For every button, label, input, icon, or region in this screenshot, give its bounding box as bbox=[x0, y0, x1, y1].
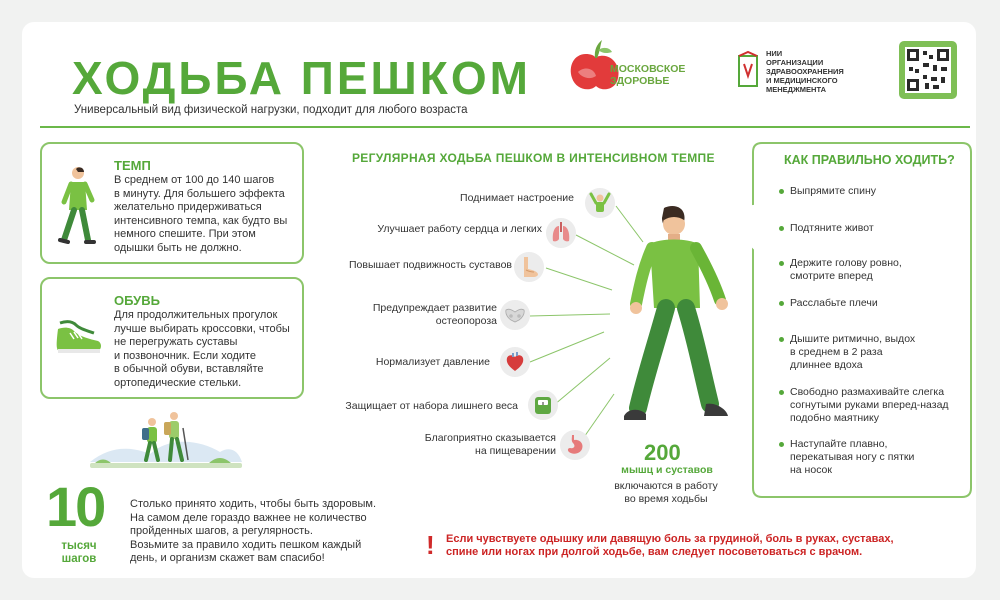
benefit-osteoporosis: Предупреждает развитие остеопороза bbox=[372, 302, 497, 327]
heart-icon bbox=[500, 347, 530, 377]
steps-number-label: тысяч шагов bbox=[61, 540, 97, 565]
howto-item-6: Свободно размахивайте слегка согнутыми руками вперед-назад подобно маятнику bbox=[790, 386, 949, 424]
howto-item-4: Расслабьте плечи bbox=[790, 297, 878, 309]
howto-bullet bbox=[779, 261, 784, 266]
howto-item-7: Наступайте плавно, перекатывая ногу с пятки на носок bbox=[790, 438, 915, 476]
connector-osteoporosis bbox=[530, 314, 610, 316]
benefit-pressure: Нормализует давление bbox=[375, 356, 490, 368]
shoes-box bbox=[40, 277, 304, 399]
nii-logo bbox=[738, 50, 758, 90]
qr-code[interactable] bbox=[899, 41, 957, 99]
benefit-weight: Защищает от набора лишнего веса bbox=[345, 400, 518, 412]
howto-item-2: Подтяните живот bbox=[790, 222, 874, 234]
lungs-icon bbox=[546, 218, 576, 248]
shoes-title: ОБУВЬ bbox=[114, 293, 160, 308]
howto-bullet bbox=[779, 390, 784, 395]
steps-number: 10 bbox=[46, 475, 105, 538]
muscles-note: включаются в работу во время ходьбы bbox=[614, 480, 718, 505]
howto-item-1: Выпрямите спину bbox=[790, 185, 877, 197]
steps-description: Столько принято ходить, чтобы быть здоровым. На самом деле гораздо важнее не количество пройденных шагов, а регулярность. Возьмите за правило ходить пешком каждый день, и организм скажет вам спасибо! bbox=[130, 498, 377, 564]
center-heading: РЕГУЛЯРНАЯ ХОДЬБА ПЕШКОМ В ИНТЕНСИВНОМ ТЕМПЕ bbox=[352, 151, 715, 165]
tempo-box bbox=[40, 142, 304, 264]
howto-item-3: Держите голову ровно, смотрите вперед bbox=[790, 257, 902, 282]
howto-bullet bbox=[779, 442, 784, 447]
walking-man-icon bbox=[56, 166, 98, 248]
howto-bullet bbox=[779, 226, 784, 231]
tempo-text: В среднем от 100 до 140 шагов в минуту. Для большего эффекта желательно придерживаться интенсивного темпа, как будто вы немного спешите. При этом одышки быть не должно. bbox=[114, 174, 288, 254]
hikers-illustration bbox=[90, 406, 242, 470]
connector-joints bbox=[546, 268, 612, 290]
stomach-icon bbox=[560, 430, 590, 460]
tempo-title: ТЕМП bbox=[114, 158, 151, 173]
connector-weight bbox=[554, 358, 610, 405]
howto-title: КАК ПРАВИЛЬНО ХОДИТЬ? bbox=[784, 153, 955, 167]
walking-man-illustration bbox=[606, 204, 736, 426]
pelvis-bone-icon bbox=[500, 300, 530, 330]
howto-bullet bbox=[779, 189, 784, 194]
infographic-card bbox=[22, 22, 976, 578]
shoes-text: Для продолжительных прогулок лучше выбирать кроссовки, чтобы не перегружать суставы и позвоночник. Если ходите в обычной обуви, вставляйте ортопедические стельки. bbox=[114, 309, 290, 389]
page-title: ХОДЬБА ПЕШКОМ bbox=[72, 52, 531, 104]
warning-text: Если чувствуете одышку или давящую боль за грудиной, боль в руках, суставах, спине или ногах при долгой ходьбе, вам следует посоветоваться с врачом. bbox=[446, 533, 894, 558]
sneaker-icon bbox=[54, 319, 104, 359]
page-subtitle: Универсальный вид физической нагрузки, подходит для любого возраста bbox=[74, 104, 468, 116]
howto-item-5: Дышите ритмично, выдох в среднем в 2 раза длиннее вдоха bbox=[790, 333, 916, 371]
benefit-mood: Поднимает настроение bbox=[460, 192, 574, 204]
muscles-count: 200 bbox=[644, 440, 681, 465]
benefit-heart-lungs: Улучшает работу сердца и легких bbox=[377, 223, 542, 235]
muscles-label: мышц и суставов bbox=[621, 464, 713, 476]
howto-bullet bbox=[779, 301, 784, 306]
connector-pressure bbox=[530, 332, 604, 362]
header-divider bbox=[40, 126, 970, 128]
warning-icon: ! bbox=[426, 530, 435, 560]
moscow-health-logo-text: МОСКОВСКОЕ ЗДОРОВЬЕ bbox=[610, 63, 686, 87]
qr-code-icon bbox=[905, 47, 951, 93]
benefit-joints: Повышает подвижность суставов bbox=[348, 259, 512, 271]
scale-icon bbox=[528, 390, 558, 420]
benefit-digestion: Благоприятно сказывается на пищеварении bbox=[424, 432, 556, 457]
foot-joint-icon bbox=[514, 252, 544, 282]
nii-logo-text: НИИ ОРГАНИЗАЦИИ ЗДРАВООХРАНЕНИЯ И МЕДИЦИНСКОГО МЕНЕДЖМЕНТА bbox=[766, 49, 844, 94]
howto-bullet bbox=[779, 337, 784, 342]
